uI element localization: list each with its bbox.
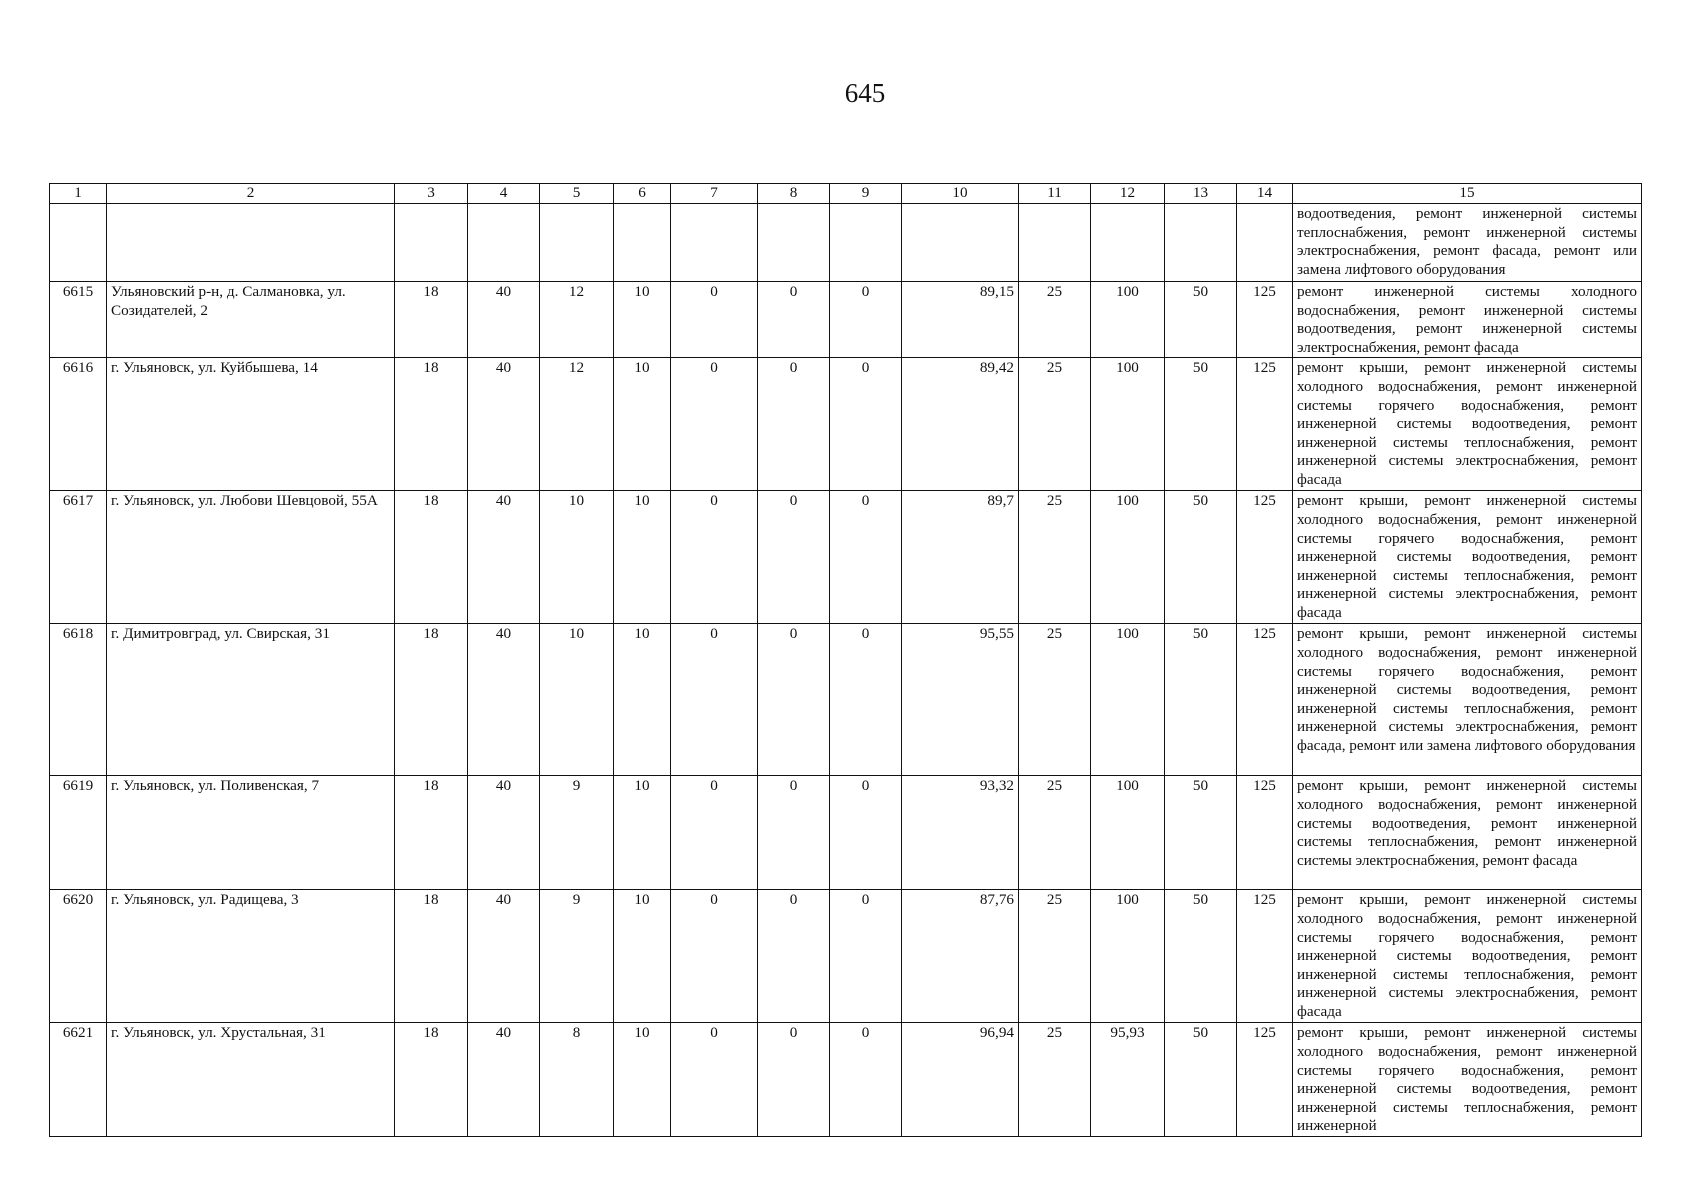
value-cell: 18 xyxy=(395,358,468,491)
table-row xyxy=(50,624,1642,776)
value-cell: 25 xyxy=(1019,358,1091,491)
value-cell: 0 xyxy=(758,491,830,624)
value-cell: 87,76 xyxy=(902,890,1019,1023)
column-header: 9 xyxy=(830,184,902,204)
value-cell: 0 xyxy=(671,282,758,358)
value-cell: 125 xyxy=(1237,282,1293,358)
value-cell: 0 xyxy=(830,358,902,491)
value-cell: 0 xyxy=(671,491,758,624)
column-header: 15 xyxy=(1293,184,1642,204)
value-cell: 40 xyxy=(468,358,540,491)
address-cell: г. Ульяновск, ул. Радищева, 3 xyxy=(107,890,395,1023)
value-cell: 125 xyxy=(1237,624,1293,776)
row-number: 6617 xyxy=(50,491,107,624)
row-number: 6621 xyxy=(50,1023,107,1137)
value-cell: 0 xyxy=(830,624,902,776)
value-cell: 40 xyxy=(468,624,540,776)
row-number: 6618 xyxy=(50,624,107,776)
column-header: 2 xyxy=(107,184,395,204)
value-cell: 93,32 xyxy=(902,776,1019,890)
value-cell: 18 xyxy=(395,776,468,890)
table-row xyxy=(50,358,1642,491)
value-cell: 18 xyxy=(395,491,468,624)
value-cell: 0 xyxy=(758,1023,830,1137)
row-number: 6616 xyxy=(50,358,107,491)
value-cell: 40 xyxy=(468,1023,540,1137)
address-cell: г. Ульяновск, ул. Поливенская, 7 xyxy=(107,776,395,890)
value-cell: 100 xyxy=(1091,282,1165,358)
value-cell: 0 xyxy=(758,776,830,890)
value-cell: 89,7 xyxy=(902,491,1019,624)
value-cell: 25 xyxy=(1019,1023,1091,1137)
works-cell: ремонт инженерной системы холодного водоснабжения, ремонт инженерной системы водоотведения, ремонт инженерной системы электроснабжения, ремонт фасада xyxy=(1293,282,1642,358)
column-header: 13 xyxy=(1165,184,1237,204)
value-cell: 40 xyxy=(468,491,540,624)
address-cell: г. Димитровград, ул. Свирская, 31 xyxy=(107,624,395,776)
value-cell: 0 xyxy=(830,776,902,890)
table-row xyxy=(50,491,1642,624)
value-cell: 10 xyxy=(614,890,671,1023)
value-cell: 0 xyxy=(758,358,830,491)
value-cell: 18 xyxy=(395,1023,468,1137)
value-cell: 8 xyxy=(540,1023,614,1137)
value-cell: 50 xyxy=(1165,890,1237,1023)
value-cell: 25 xyxy=(1019,776,1091,890)
value-cell: 9 xyxy=(540,776,614,890)
value-cell: 0 xyxy=(758,624,830,776)
value-cell: 0 xyxy=(758,890,830,1023)
works-continuation: водоотведения, ремонт инженерной системы теплоснабжения, ремонт инженерной системы электроснабжения, ремонт фасада, ремонт или замена лифтового оборудования xyxy=(1293,204,1642,282)
address-cell: г. Ульяновск, ул. Куйбышева, 14 xyxy=(107,358,395,491)
value-cell: 50 xyxy=(1165,1023,1237,1137)
value-cell: 0 xyxy=(671,624,758,776)
column-header: 5 xyxy=(540,184,614,204)
value-cell: 0 xyxy=(830,890,902,1023)
value-cell: 125 xyxy=(1237,358,1293,491)
column-header: 6 xyxy=(614,184,671,204)
row-number: 6620 xyxy=(50,890,107,1023)
value-cell: 9 xyxy=(540,890,614,1023)
table-row xyxy=(50,776,1642,890)
table-row xyxy=(50,890,1642,1023)
column-header: 12 xyxy=(1091,184,1165,204)
value-cell: 0 xyxy=(758,282,830,358)
value-cell: 50 xyxy=(1165,358,1237,491)
address-cell: г. Ульяновск, ул. Любови Шевцовой, 55А xyxy=(107,491,395,624)
value-cell: 96,94 xyxy=(902,1023,1019,1137)
value-cell: 25 xyxy=(1019,282,1091,358)
value-cell: 50 xyxy=(1165,282,1237,358)
value-cell: 10 xyxy=(540,624,614,776)
value-cell: 125 xyxy=(1237,1023,1293,1137)
works-cell: ремонт крыши, ремонт инженерной системы холодного водоснабжения, ремонт инженерной системы водоотведения, ремонт инженерной системы теплоснабжения, ремонт инженерной системы электроснабжения, ремонт фасада xyxy=(1293,776,1642,890)
row-number: 6619 xyxy=(50,776,107,890)
value-cell: 25 xyxy=(1019,624,1091,776)
table-row xyxy=(50,1023,1642,1137)
column-header: 14 xyxy=(1237,184,1293,204)
value-cell: 10 xyxy=(614,776,671,890)
continuation-row xyxy=(50,204,1642,282)
value-cell: 0 xyxy=(830,1023,902,1137)
address-cell: г. Ульяновск, ул. Хрустальная, 31 xyxy=(107,1023,395,1137)
value-cell: 18 xyxy=(395,282,468,358)
value-cell: 0 xyxy=(671,1023,758,1137)
value-cell: 100 xyxy=(1091,358,1165,491)
works-cell: ремонт крыши, ремонт инженерной системы холодного водоснабжения, ремонт инженерной системы горячего водоснабжения, ремонт инженерной системы водоотведения, ремонт инженерной системы теплоснабжения, ремонт инженерной xyxy=(1293,1023,1642,1137)
value-cell: 50 xyxy=(1165,491,1237,624)
repair-program-table xyxy=(49,183,1642,1137)
value-cell: 100 xyxy=(1091,776,1165,890)
value-cell: 125 xyxy=(1237,491,1293,624)
value-cell: 10 xyxy=(614,491,671,624)
value-cell: 95,93 xyxy=(1091,1023,1165,1137)
value-cell: 12 xyxy=(540,282,614,358)
table-row xyxy=(50,282,1642,358)
value-cell: 100 xyxy=(1091,624,1165,776)
column-header: 8 xyxy=(758,184,830,204)
value-cell: 0 xyxy=(830,491,902,624)
column-header: 4 xyxy=(468,184,540,204)
value-cell: 125 xyxy=(1237,776,1293,890)
value-cell: 25 xyxy=(1019,491,1091,624)
value-cell: 0 xyxy=(830,282,902,358)
value-cell: 10 xyxy=(614,282,671,358)
value-cell: 50 xyxy=(1165,776,1237,890)
address-cell: Ульяновский р-н, д. Салмановка, ул. Созидателей, 2 xyxy=(107,282,395,358)
works-cell: ремонт крыши, ремонт инженерной системы холодного водоснабжения, ремонт инженерной системы горячего водоснабжения, ремонт инженерной системы водоотведения, ремонт инженерной системы теплоснабжения, ремонт инженерной системы электроснабжения, ремонт фасада xyxy=(1293,491,1642,624)
column-number-row xyxy=(50,184,1642,204)
works-cell: ремонт крыши, ремонт инженерной системы холодного водоснабжения, ремонт инженерной системы горячего водоснабжения, ремонт инженерной системы водоотведения, ремонт инженерной системы теплоснабжения, ремонт инженерной системы электроснабжения, ремонт фасада, ремонт или замена лифтового оборудования xyxy=(1293,624,1642,776)
value-cell: 125 xyxy=(1237,890,1293,1023)
value-cell: 12 xyxy=(540,358,614,491)
column-header: 3 xyxy=(395,184,468,204)
page-number: 645 xyxy=(844,78,886,108)
value-cell: 25 xyxy=(1019,890,1091,1023)
value-cell: 10 xyxy=(614,358,671,491)
value-cell: 10 xyxy=(614,1023,671,1137)
column-header: 1 xyxy=(50,184,107,204)
value-cell: 40 xyxy=(468,890,540,1023)
value-cell: 89,42 xyxy=(902,358,1019,491)
value-cell: 50 xyxy=(1165,624,1237,776)
works-cell: ремонт крыши, ремонт инженерной системы холодного водоснабжения, ремонт инженерной системы горячего водоснабжения, ремонт инженерной системы водоотведения, ремонт инженерной системы теплоснабжения, ремонт инженерной системы электроснабжения, ремонт фасада xyxy=(1293,890,1642,1023)
value-cell: 0 xyxy=(671,890,758,1023)
value-cell: 95,55 xyxy=(902,624,1019,776)
value-cell: 100 xyxy=(1091,890,1165,1023)
column-header: 7 xyxy=(671,184,758,204)
value-cell: 89,15 xyxy=(902,282,1019,358)
value-cell: 100 xyxy=(1091,491,1165,624)
value-cell: 0 xyxy=(671,358,758,491)
works-cell: ремонт крыши, ремонт инженерной системы холодного водоснабжения, ремонт инженерной системы горячего водоснабжения, ремонт инженерной системы водоотведения, ремонт инженерной системы теплоснабжения, ремонт инженерной системы электроснабжения, ремонт фасада xyxy=(1293,358,1642,491)
row-number: 6615 xyxy=(50,282,107,358)
value-cell: 40 xyxy=(468,282,540,358)
value-cell: 10 xyxy=(614,624,671,776)
value-cell: 18 xyxy=(395,624,468,776)
value-cell: 18 xyxy=(395,890,468,1023)
value-cell: 10 xyxy=(540,491,614,624)
column-header: 11 xyxy=(1019,184,1091,204)
value-cell: 0 xyxy=(671,776,758,890)
value-cell: 40 xyxy=(468,776,540,890)
column-header: 10 xyxy=(902,184,1019,204)
